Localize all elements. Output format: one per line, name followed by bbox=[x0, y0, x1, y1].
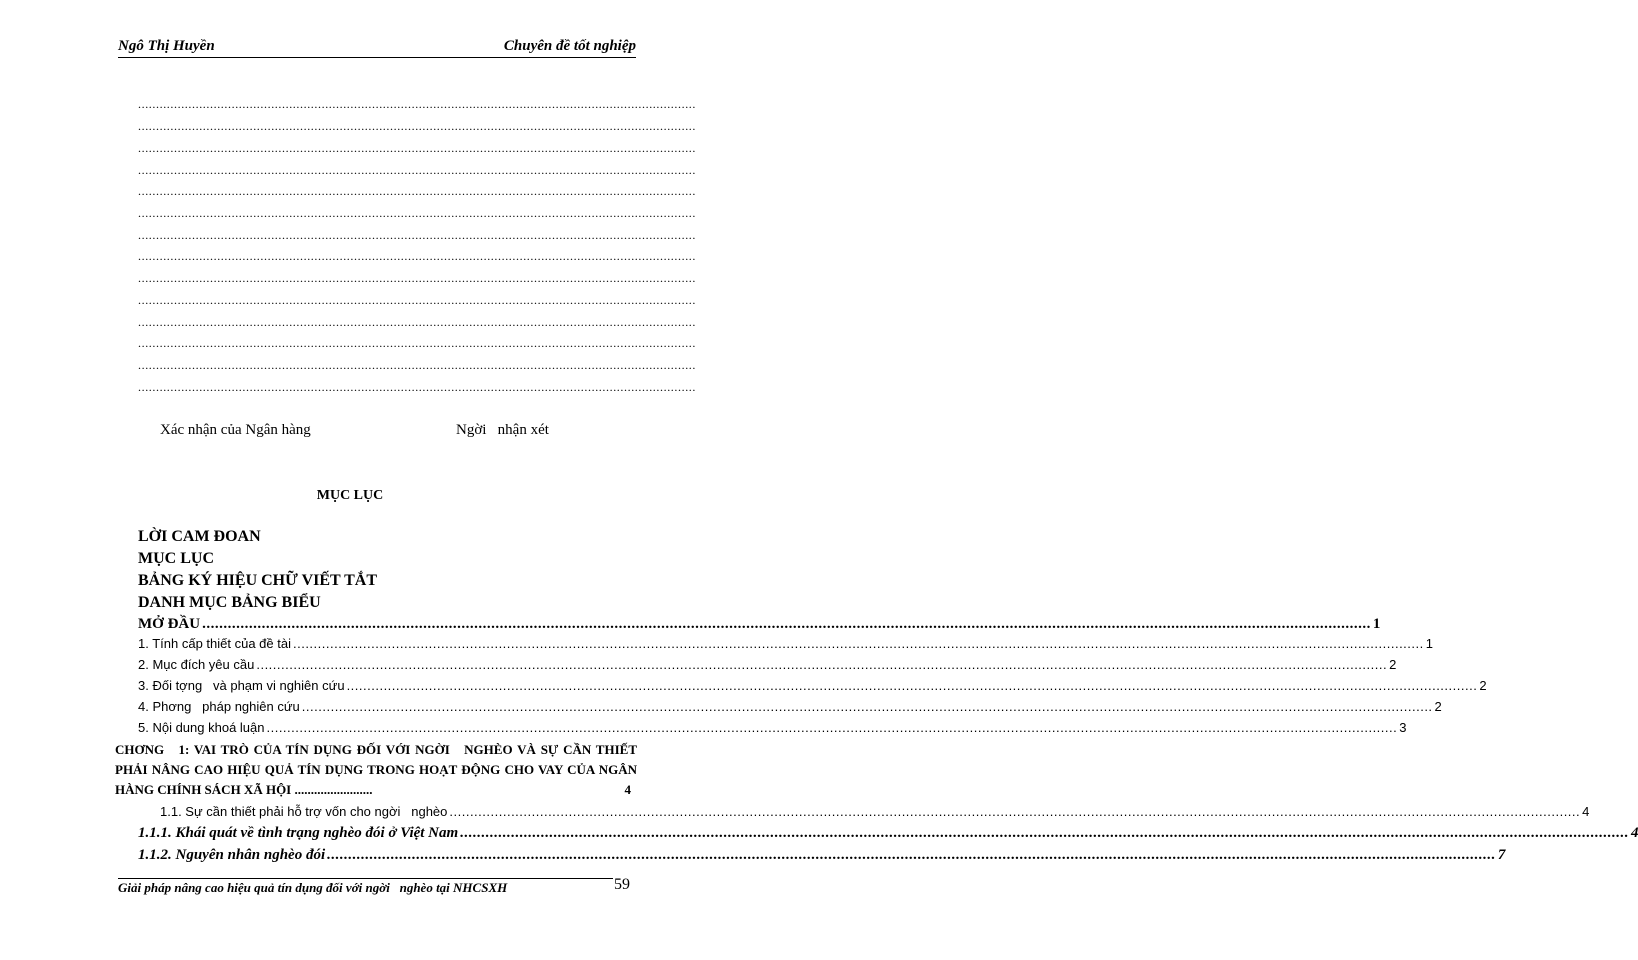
toc-entry-page: 1 bbox=[1425, 636, 1433, 651]
dotted-line: ........................................................................................................................................................... bbox=[138, 336, 696, 350]
toc-entry-text: 1. Tính cấp thiết của đề tài bbox=[138, 636, 291, 651]
toc-entry-text: MỞ ĐẦU bbox=[138, 616, 201, 632]
dotted-line: ........................................................................................................................................................... bbox=[138, 271, 696, 285]
dotted-line: ........................................................................................................................................................... bbox=[138, 163, 696, 177]
toc-item-bang-ky-hieu: BẢNG KÝ HIỆU CHỮ VIẾT TẮT bbox=[138, 572, 378, 589]
toc-entry bbox=[138, 635, 1433, 653]
toc-entry-text: 1.1.2. Nguyên nhân nghèo đói bbox=[138, 847, 326, 863]
toc-item-danh-muc-bang-bieu: DANH MỤC BẢNG BIỂU bbox=[138, 594, 321, 611]
page-header bbox=[118, 38, 636, 58]
toc-chapter-1 bbox=[115, 740, 641, 800]
dotted-line: ........................................................................................................................................................... bbox=[138, 315, 696, 329]
toc-entry bbox=[138, 615, 1381, 633]
reviewer-label: Ngời nhận xét bbox=[456, 422, 549, 438]
toc-entry-page: 7 bbox=[1497, 847, 1506, 863]
toc-entry bbox=[138, 677, 1487, 695]
header-doc-type: Chuyên đề tốt nghiệp bbox=[503, 38, 636, 54]
toc-entry bbox=[160, 803, 1590, 821]
toc-entry-text: 4. Phơng pháp nghiên cứu bbox=[138, 699, 300, 714]
toc-chapter-1-text: CHƠNG 1: VAI TRÒ CỦA TÍN DỤNG ĐỐI VỚI NGỜI NGHÈO VÀ SỰ CẦN THIẾT PHẢI NÂNG CAO HIỆU QUẢ TÍN DỤNG TRONG HOẠT ĐỘNG CHO VAY CỦA NGÂN HÀNG CHÍNH SÁCH XÃ HỘI ........................ bbox=[115, 742, 641, 797]
toc-entry bbox=[138, 698, 1442, 716]
header-author: Ngô Thị Huyền bbox=[118, 38, 215, 54]
dotted-line: ........................................................................................................................................................... bbox=[138, 358, 696, 372]
toc-entry-page: 3 bbox=[1399, 720, 1407, 735]
dotted-line: ........................................................................................................................................................... bbox=[138, 293, 696, 307]
bank-confirmation-label: Xác nhận của Ngân hàng bbox=[160, 422, 311, 438]
dotted-line: ........................................................................................................................................................... bbox=[138, 206, 696, 220]
dotted-line: ........................................................................................................................................................... bbox=[138, 119, 696, 133]
footer-text: Giải pháp nâng cao hiệu quả tín dụng đối với ngời nghèo tại NHCSXH bbox=[118, 880, 508, 895]
toc-entry-page: 2 bbox=[1434, 699, 1442, 714]
toc-entry-page: 4 bbox=[1630, 825, 1638, 841]
dotted-line: ........................................................................................................................................................... bbox=[138, 184, 696, 198]
toc-entry-text: 1.1.1. Khái quát về tình trạng nghèo đói ở Việt Nam bbox=[138, 825, 459, 841]
toc-entry bbox=[138, 656, 1397, 674]
toc-entry bbox=[138, 719, 1407, 737]
header-rule bbox=[118, 57, 636, 58]
toc-entry bbox=[138, 846, 1506, 864]
toc-entry-text: 1.1. Sự cần thiết phải hỗ trợ vốn cho ngời nghèo bbox=[160, 804, 448, 819]
toc-item-muc-luc: MỤC LỤC bbox=[138, 550, 214, 567]
toc-entry-page: 2 bbox=[1479, 678, 1487, 693]
dotted-line: ........................................................................................................................................................... bbox=[138, 228, 696, 242]
toc-title: MỤC LỤC bbox=[316, 488, 384, 503]
toc-chapter-1-page: 4 bbox=[624, 782, 631, 797]
page-number: 59 bbox=[614, 876, 630, 893]
footer-rule bbox=[118, 878, 613, 879]
toc-entry-page: 2 bbox=[1389, 657, 1397, 672]
toc-entry-text: 5. Nội dung khoá luận bbox=[138, 720, 265, 735]
dotted-line: ........................................................................................................................................................... bbox=[138, 249, 696, 263]
dotted-line: ........................................................................................................................................................... bbox=[138, 97, 696, 111]
dotted-line: ........................................................................................................................................................... bbox=[138, 380, 696, 394]
toc-entry-text: 2. Mục đích yêu cầu bbox=[138, 657, 255, 672]
toc-entry-page: 4 bbox=[1582, 804, 1590, 819]
toc-item-loi-cam-doan: LỜI CAM ĐOAN bbox=[138, 528, 261, 545]
toc-entry-text: 3. Đối tợng và phạm vi nghiên cứu bbox=[138, 678, 345, 693]
dotted-line: ........................................................................................................................................................... bbox=[138, 141, 696, 155]
toc-entry bbox=[138, 824, 1638, 842]
toc-entry-page: 1 bbox=[1372, 616, 1381, 632]
